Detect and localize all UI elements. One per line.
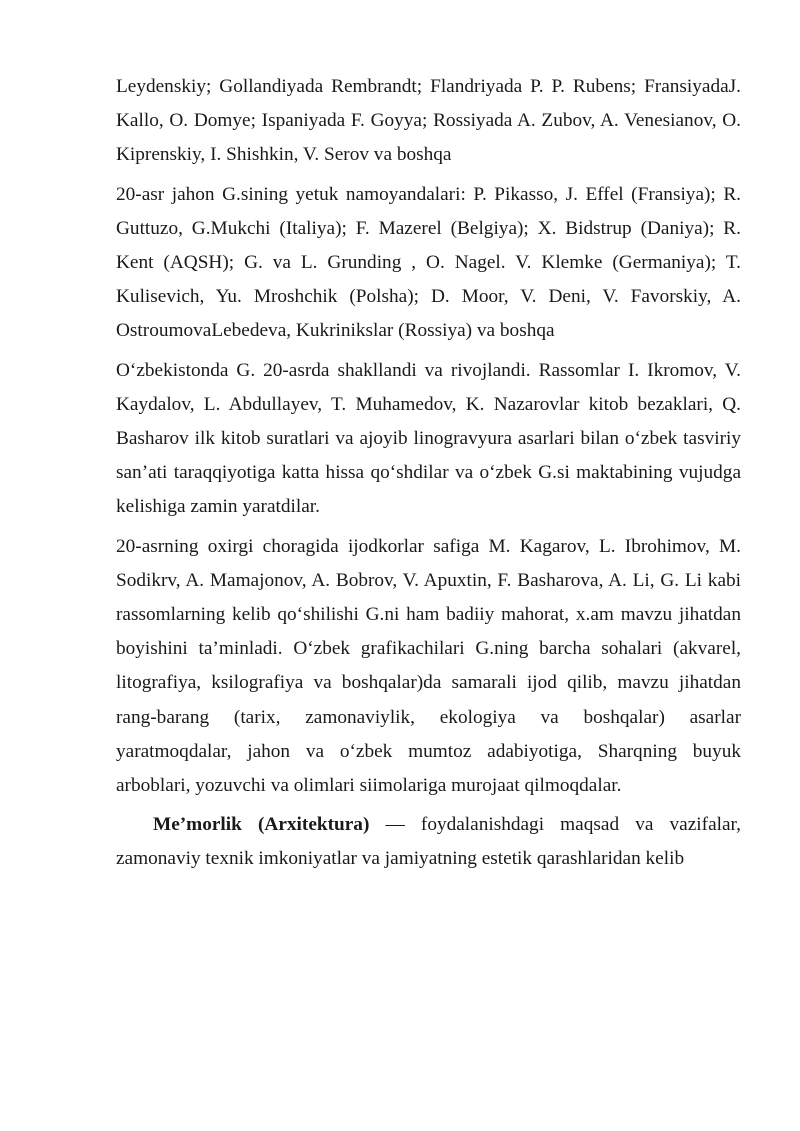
paragraph-20th-century-world: 20-asr jahon G.sining yetuk namoyandalari: P. Pikasso, J. Effel (Fransiya); R. Guttuzo, G.Mukchi (Italiya); F. Mazerel (Belgiya); X. Bidstrup (Daniya); R. Kent (AQSH); G. va L. Grunding , O. Nagel. V. Klemke (Germaniya); T. Kulisevich, Yu. Mroshchik (Polsha); D. Moor, V. Deni, V. Favorskiy, A. OstroumovaLebedeva, Kukrinikslar (Rossiya) va boshqa [116, 183, 741, 342]
architecture-definition: — foydalanishdagi maqsad va vazifalar, zamonaviy texnik imkoniyatlar va jamiyatning estetik qarashlaridan kelib [116, 814, 742, 870]
paragraph-architecture [116, 808, 741, 876]
paragraph-uzbekistan-graphics: O‘zbekistonda G. 20-asrda shakllandi va rivojlandi. Rassomlar I. Ikromov, V. Kaydalov, L. Abdullayev, T. Muhamedov, K. Nazarovlar kitob bezaklari, Q. Basharov ilk kitob suratlari va ajoyib linogravyura asarlari bilan o‘zbek tasviriy san’ati taraqqiyotiga katta hissa qo‘shdilar va o‘zbek G.si maktabining vujudga kelishiga zamin yaratdilar. [116, 359, 741, 518]
paragraph-old-masters: Leydenskiy; Gollandiyada Rembrandt; Flandriyada P. P. Rubens; FransiyadaJ. Kallo, O. Domye; Ispaniyada F. Goyya; Rossiyada A. Zubov, A. Venesianov, O. Kiprenskiy, I. Shishkin, V. Serov va boshqa [116, 76, 741, 166]
paragraph-late-20th-century: 20-asrning oxirgi choragida ijodkorlar safiga M. Kagarov, L. Ibrohimov, M. Sodikrv, A. Mamajonov, A. Bobrov, V. Apuxtin, F. Basharova, A. Li, G. Li kabi rassomlarning kelib qo‘shilishi G.ni ham badiiy mahorat, x.am mavzu jihatdan boyishini ta’minladi. O‘zbek grafikachilari G.ning barcha sohalari (akvarel, litografiya, ksilografiya va boshqalar)da samarali ijod qilib, mavzu jihatdan rang-barang (tarix, zamonaviylik, ekologiya va boshqalar) asarlar yaratmoqdalar, jahon va o‘zbek mumtoz adabiyotiga, Sharqning buyuk arboblari, yozuvchi va olimlari siimolariga murojaat qilmoqdalar. [116, 535, 741, 797]
architecture-term: Me’morlik (Arxitektura) [153, 814, 370, 836]
document-page [116, 70, 741, 882]
